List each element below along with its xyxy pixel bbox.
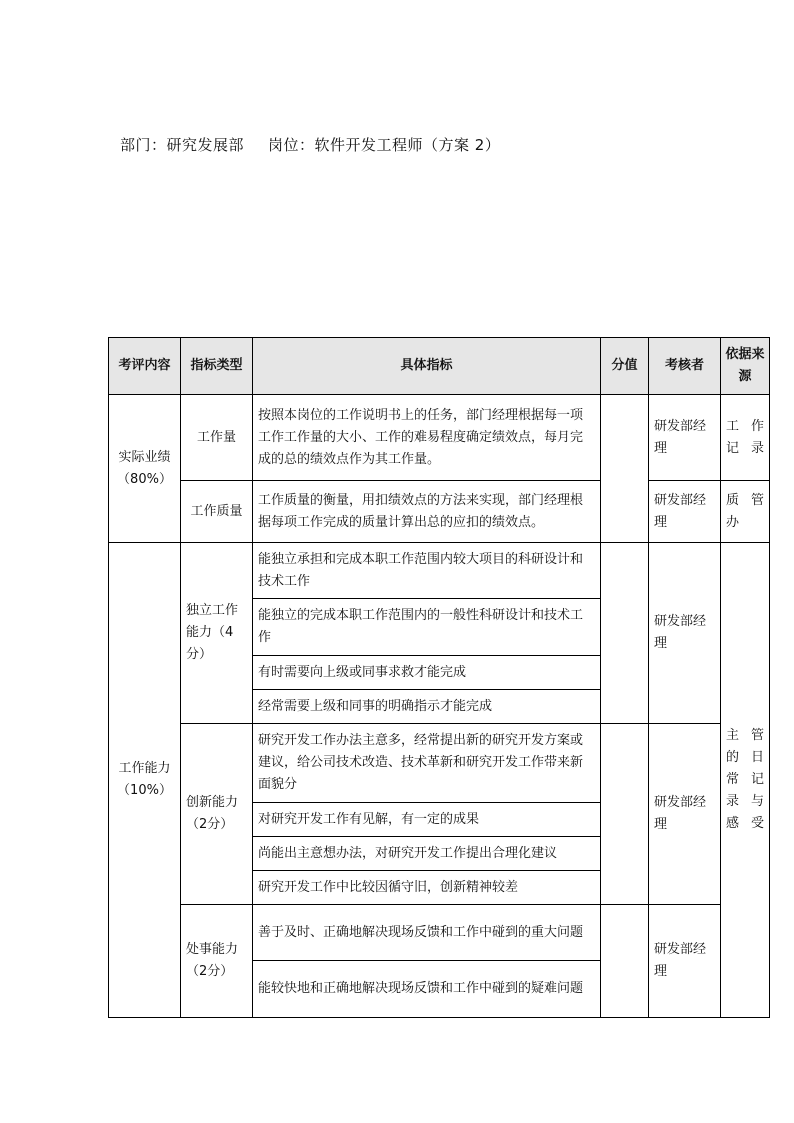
indicator-text: 尚能出主意想办法，对研究开发工作提出合理化建议 [253, 837, 601, 871]
indicator-text: 善于及时、正确地解决现场反馈和工作中碰到的重大问题 [253, 905, 601, 961]
indicator-type: 创新能力（2分） [181, 724, 253, 905]
indicator-text: 工作质量的衡量，用扣绩效点的方法来实现，部门经理根据每项工作完成的质量计算出总的应扣的绩效点。 [253, 481, 601, 543]
column-header: 具体指标 [253, 338, 601, 395]
indicator-type: 工作质量 [181, 481, 253, 543]
indicator-text: 经常需要上级和同事的明确指示才能完成 [253, 690, 601, 724]
assessor-cell: 研发部经理 [649, 543, 721, 724]
table-row [109, 905, 770, 961]
score-cell [601, 905, 649, 1018]
column-header: 依据来源 [721, 338, 770, 395]
source-cell: 主 管 的 日 常 记 录 与 感受 [721, 543, 770, 1018]
indicator-type: 独立工作能力（4 分） [181, 543, 253, 724]
table-row [109, 395, 770, 481]
indicator-text: 有时需要向上级或同事求救才能完成 [253, 656, 601, 690]
assessor-cell: 研发部经理 [649, 481, 721, 543]
indicator-text: 能较快地和正确地解决现场反馈和工作中碰到的疑难问题 [253, 961, 601, 1018]
table-row [109, 543, 770, 599]
source-cell: 工 作 记录 [721, 395, 770, 481]
page-header [120, 134, 500, 155]
indicator-text: 能独立承担和完成本职工作范围内较大项目的科研设计和技术工作 [253, 543, 601, 599]
indicator-text: 能独立的完成本职工作范围内的一般性科研设计和技术工作 [253, 599, 601, 656]
category-ability [109, 543, 181, 1018]
indicator-text: 研究开发工作办法主意多，经常提出新的研究开发方案或建议，给公司技术改造、技术革新和研究开发工作带来新面貌分 [253, 724, 601, 803]
indicator-text: 按照本岗位的工作说明书上的任务，部门经理根据每一项工作工作量的大小、工作的难易程度确定绩效点，每月完成的总的绩效点作为其工作量。 [253, 395, 601, 481]
position-label: 岗位：软件开发工程师（方案 2） [268, 136, 501, 154]
category-weight: （10%） [117, 783, 172, 798]
table-row [109, 724, 770, 803]
column-header: 考评内容 [109, 338, 181, 395]
score-cell [601, 395, 649, 543]
category-performance [109, 395, 181, 543]
column-header: 指标类型 [181, 338, 253, 395]
source-cell: 质 管 办 [721, 481, 770, 543]
indicator-text: 研究开发工作中比较因循守旧，创新精神较差 [253, 871, 601, 905]
column-header: 考核者 [649, 338, 721, 395]
category-label: 实际业绩 [118, 449, 171, 465]
score-cell [601, 724, 649, 905]
indicator-type: 处事能力（2分） [181, 905, 253, 1018]
indicator-text: 对研究开发工作有见解，有一定的成果 [253, 803, 601, 837]
assessor-cell: 研发部经理 [649, 905, 721, 1018]
assessor-cell: 研发部经理 [649, 395, 721, 481]
table-row [109, 481, 770, 543]
category-label: 工作能力 [118, 761, 171, 776]
score-cell [601, 543, 649, 724]
category-weight: （80%） [117, 471, 172, 487]
table-header-row [109, 338, 770, 395]
indicator-type: 工作量 [181, 395, 253, 481]
evaluation-table [108, 337, 770, 1018]
assessor-cell: 研发部经理 [649, 724, 721, 905]
department-label: 部门：研究发展部 [120, 136, 245, 154]
column-header: 分值 [601, 338, 649, 395]
